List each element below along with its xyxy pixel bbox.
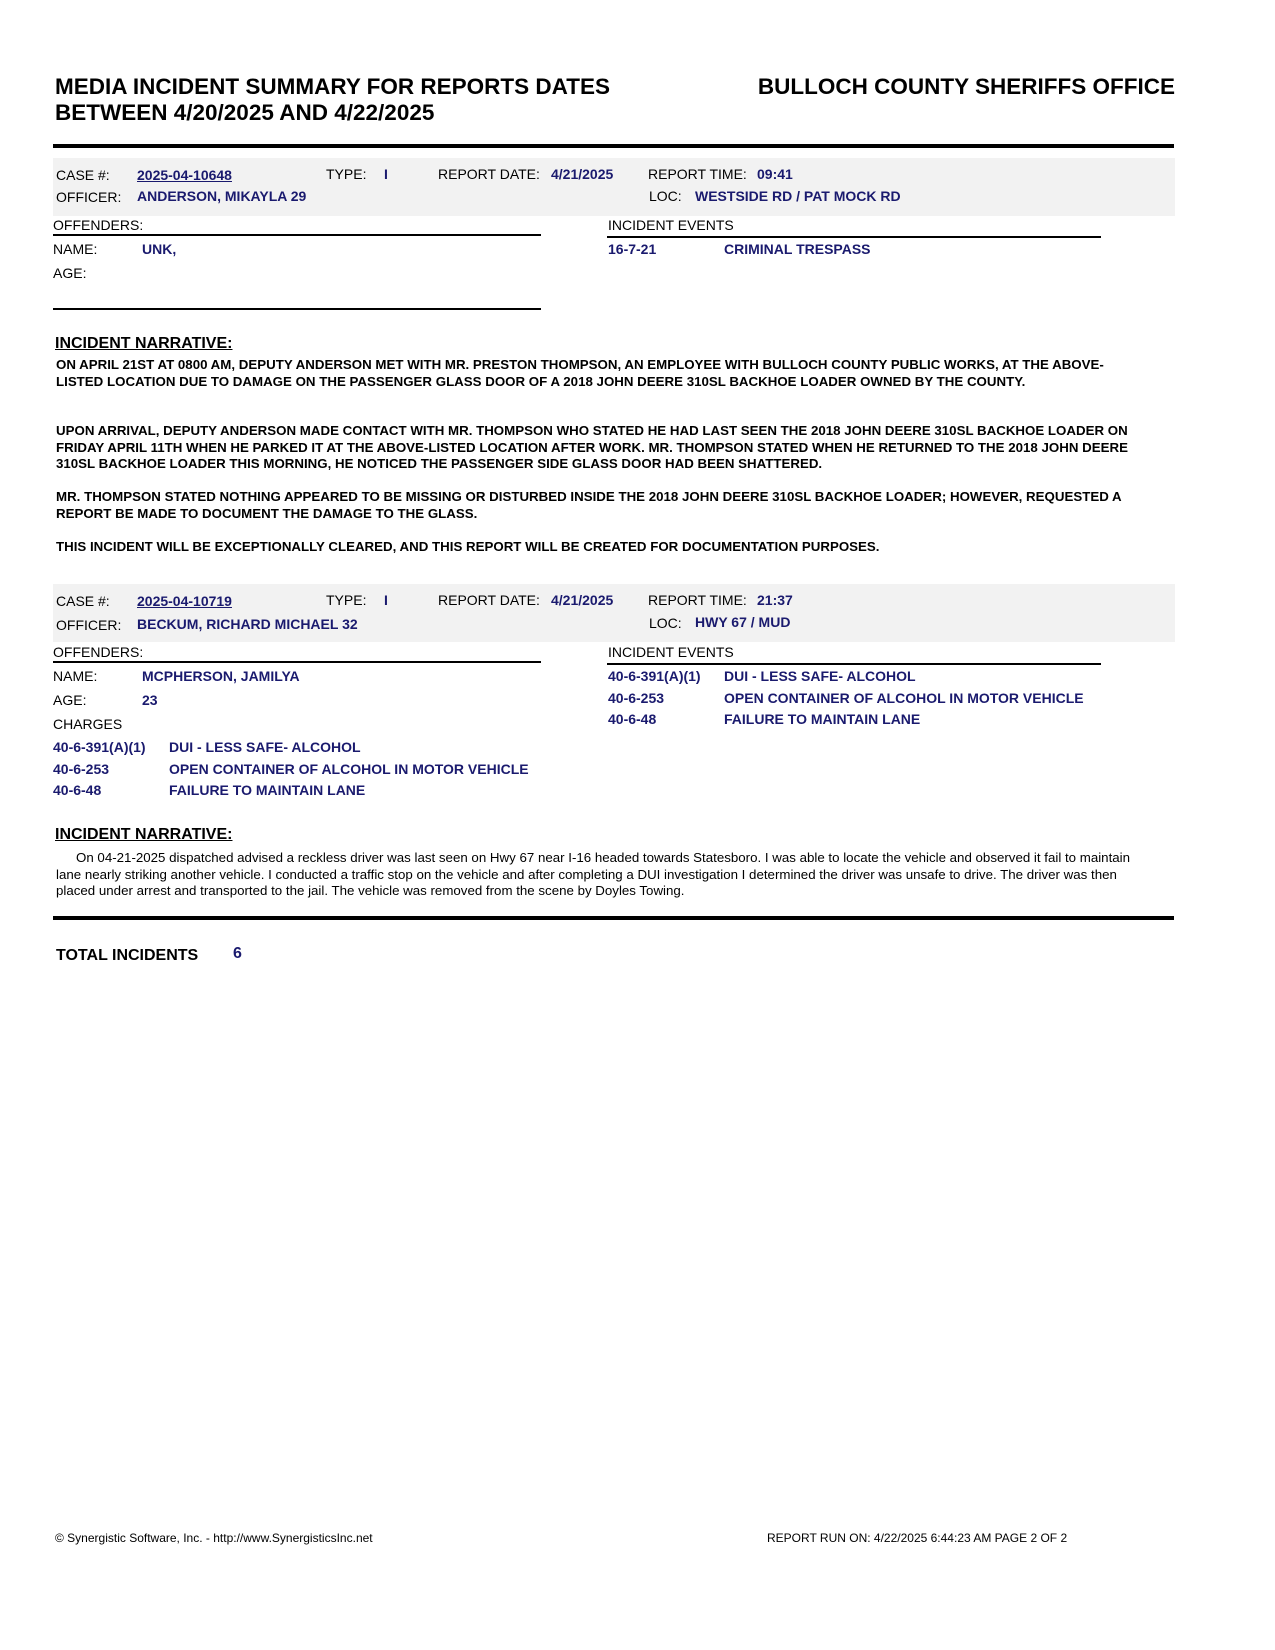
location-label: LOC: [649, 188, 682, 204]
event-code: 16-7-21 [608, 241, 657, 257]
location-value: WESTSIDE RD / PAT MOCK RD [695, 188, 901, 204]
footer-report-run: REPORT RUN ON: 4/22/2025 6:44:23 AM PAGE 2 OF 2 [767, 1531, 1068, 1545]
narrative-heading: INCIDENT NARRATIVE: [55, 335, 233, 352]
event-description: OPEN CONTAINER OF ALCOHOL IN MOTOR VEHICLE [724, 690, 1084, 706]
event-description: DUI - LESS SAFE- ALCOHOL [724, 668, 916, 684]
report-date-value: 4/21/2025 [551, 592, 614, 608]
charge-code: 40-6-48 [53, 782, 102, 798]
type-value: I [384, 592, 388, 608]
charge-description: FAILURE TO MAINTAIN LANE [169, 782, 366, 798]
header-divider [53, 144, 1174, 148]
offender-name-label: NAME: [53, 241, 98, 257]
charge-description: DUI - LESS SAFE- ALCOHOL [169, 739, 361, 755]
charge-description: OPEN CONTAINER OF ALCOHOL IN MOTOR VEHICLE [169, 761, 529, 777]
case-number-link[interactable]: 2025-04-10719 [137, 593, 232, 609]
officer-label: OFFICER: [56, 189, 122, 205]
offender-name-value: MCPHERSON, JAMILYA [142, 668, 300, 684]
charge-code: 40-6-253 [53, 761, 110, 777]
event-code: 40-6-48 [608, 711, 657, 727]
location-value: HWY 67 / MUD [695, 614, 791, 630]
footer-software-credit: © Synergistic Software, Inc. - http://www.SynergisticsInc.net [55, 1531, 373, 1545]
case-number-label: CASE #: [56, 167, 110, 183]
offender-name-value: UNK, [142, 241, 177, 257]
offender-age-label: AGE: [53, 692, 87, 708]
offenders-bottom-rule [53, 308, 541, 310]
event-description: FAILURE TO MAINTAIN LANE [724, 711, 921, 727]
offender-age-label: AGE: [53, 265, 87, 281]
report-time-label: REPORT TIME: [648, 166, 747, 182]
offenders-label: OFFENDERS: [53, 217, 144, 233]
narrative-heading: INCIDENT NARRATIVE: [55, 826, 233, 843]
type-label: TYPE: [326, 592, 367, 608]
summary-divider [53, 916, 1174, 920]
total-incidents-label: TOTAL INCIDENTS [56, 947, 199, 964]
offender-age-value: 23 [142, 692, 158, 708]
agency-name: BULLOCH COUNTY SHERIFFS OFFICE [757, 74, 1175, 99]
report-title: MEDIA INCIDENT SUMMARY FOR REPORTS DATES BETWEEN 4/20/2025 AND 4/22/2025 [55, 74, 611, 125]
case-number-label: CASE #: [56, 593, 110, 609]
total-incidents-value: 6 [233, 945, 242, 962]
report-date-label: REPORT DATE: [438, 592, 540, 608]
event-description: CRIMINAL TRESPASS [724, 241, 871, 257]
incident-events-rule [607, 663, 1101, 665]
charges-label: CHARGES [53, 716, 123, 732]
case-number-link[interactable]: 2025-04-10648 [137, 167, 232, 183]
narrative-paragraph: MR. THOMPSON STATED NOTHING APPEARED TO BE MISSING OR DISTURBED INSIDE THE 2018 JOHN DEERE 310SL BACKHOE LOADER; HOWEVER, REQUESTED A REPORT BE MADE TO DOCUMENT THE DAMAGE TO THE GLASS. [56, 489, 1122, 521]
event-code: 40-6-391(A)(1) [608, 668, 701, 684]
report-date-value: 4/21/2025 [551, 166, 614, 182]
narrative-paragraph: On 04-21-2025 dispatched advised a reckless driver was last seen on Hwy 67 near I-16 headed towards Statesboro. I was able to locate the vehicle and observed it fail to maintain lane nearly striking another vehicle. I conducted a traffic stop on the vehicle and after completing a DUI investigation I determined the driver was unsafe to drive. The driver was then placed under arrest and transported to the jail. The vehicle was removed from the scene by Doyles Towing. [56, 850, 1131, 898]
charge-code: 40-6-391(A)(1) [53, 739, 146, 755]
offenders-label: OFFENDERS: [53, 644, 144, 660]
incident-events-label: INCIDENT EVENTS [608, 644, 734, 660]
location-label: LOC: [649, 615, 682, 631]
officer-value: BECKUM, RICHARD MICHAEL 32 [137, 616, 358, 632]
report-date-label: REPORT DATE: [438, 166, 540, 182]
offenders-rule [53, 234, 541, 236]
officer-label: OFFICER: [56, 617, 122, 633]
narrative-paragraph: THIS INCIDENT WILL BE EXCEPTIONALLY CLEARED, AND THIS REPORT WILL BE CREATED FOR DOCUMENTATION PURPOSES. [56, 539, 880, 554]
report-time-value: 21:37 [757, 592, 793, 608]
type-label: TYPE: [326, 166, 367, 182]
narrative-paragraph: ON APRIL 21ST AT 0800 AM, DEPUTY ANDERSON MET WITH MR. PRESTON THOMPSON, AN EMPLOYEE WITH BULLOCH COUNTY PUBLIC WORKS, AT THE ABOVE-LISTED LOCATION DUE TO DAMAGE ON THE PASSENGER GLASS DOOR OF A 2018 JOHN DEERE 310SL BACKHOE LOADER OWNED BY THE COUNTY. [56, 357, 1104, 389]
report-time-label: REPORT TIME: [648, 592, 747, 608]
event-code: 40-6-253 [608, 690, 665, 706]
incident-events-label: INCIDENT EVENTS [608, 217, 734, 233]
report-time-value: 09:41 [757, 166, 793, 182]
officer-value: ANDERSON, MIKAYLA 29 [137, 188, 307, 204]
incident-events-rule [607, 236, 1101, 238]
offender-name-label: NAME: [53, 668, 98, 684]
offenders-rule [53, 661, 541, 663]
narrative-paragraph: UPON ARRIVAL, DEPUTY ANDERSON MADE CONTACT WITH MR. THOMPSON WHO STATED HE HAD LAST SEEN THE 2018 JOHN DEERE 310SL BACKHOE LOADER ON FRIDAY APRIL 11TH WHEN HE PARKED IT AT THE ABOVE-LISTED LOCATION AFTER WORK. MR. THOMPSON STATED WHEN HE RETURNED TO THE 2018 JOHN DEERE 310SL BACKHOE LOADER THIS MORNING, HE NOTICED THE PASSENGER SIDE GLASS DOOR HAD BEEN SHATTERED. [56, 423, 1128, 471]
type-value: I [384, 166, 388, 182]
